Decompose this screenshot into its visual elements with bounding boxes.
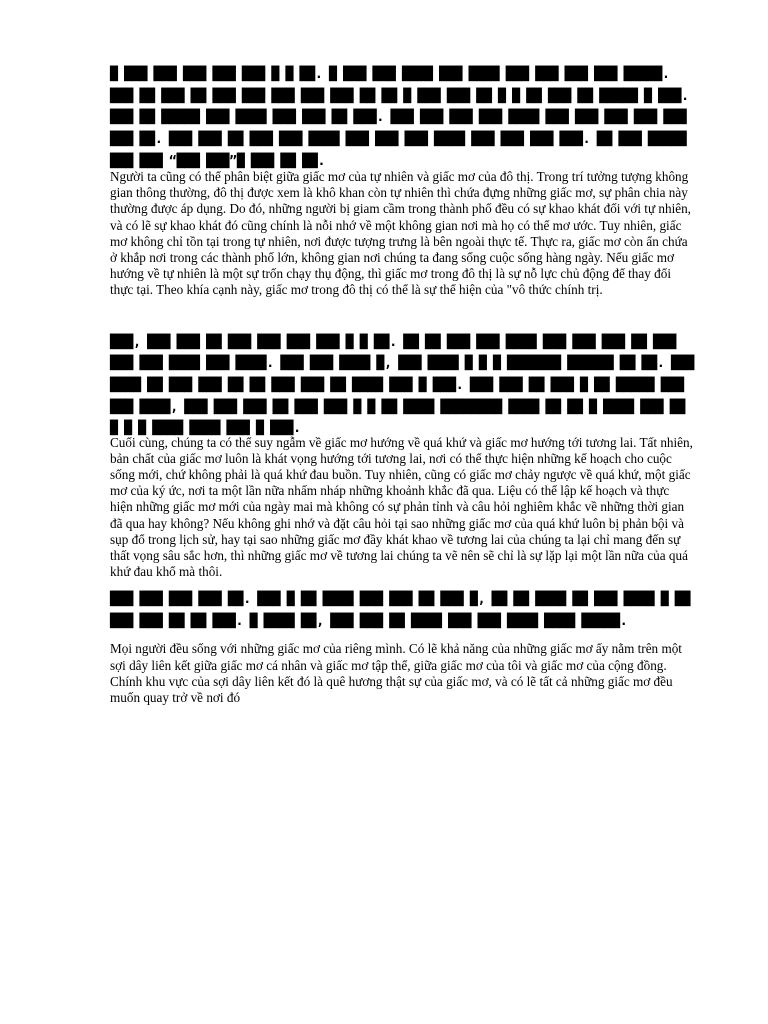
korean-paragraph-1: █ ███ ███ ███ ███ ███ █ █ ██. █ ███ ███ ████ ███ ████ ███ ███ ███ ███ █████. ███ ██ ███ ██ ███ ███ ███ ███ ███ ██ ██ █ ███ ███ ██ █ █ ██ ███ ██ █████ █ ███. ███ ██ █████ ███ ████ ███ ███ ██ ███. ███ ███ ███ ███ ████ ███ ███ ███ ███ ███ ███ ██. ███ ███ ██ ███ ███ ████ ███ ███ ███ ████ ███ ███ ███ ███. ██ ███ █████ ███ ███ “███ ███”█ ███ ██ ██. [110, 67, 689, 169]
vietnamese-paragraph-2: Cuối cùng, chúng ta có thể suy ngẫm về giấc mơ hướng về quá khứ và giấc mơ hướng tới tương lai. Tất nhiên, bản chất của giấc mơ luôn là khát vọng hướng tới tương lai, nơi có thể thực hiện những kế hoạch cho cuộc sống mới, chứ không phải là quá khứ đau buồn. Tuy nhiên, cũng có giấc mơ chảy ngược về quá khứ, một giấc mơ của ký ức, nơi ta một lần nữa nhấm nháp những khoảnh khắc đã qua. Liệu có thể lập kế hoạch và thực hiện những giấc mơ mới của ngày mai mà không có sự phản tỉnh và câu hỏi nghiêm khắc về những thời gian đã qua hay không? Nếu không ghi nhớ và đặt câu hỏi tại sao những giấc mơ của quá khứ luôn bị phản bội và sụp đổ trong lịch sử, hay tại sao những giấc mơ đầy khát khao về tương lai của chúng ta lại chỉ mang đến sự thất vọng sâu sắc hơn, thì những giấc mơ về tương lai chúng ta vẽ nên sẽ chỉ là sự lặp lại một lần nữa của quá khứ đau khổ mà thôi. [110, 434, 693, 580]
korean-paragraph-2: ███, ███ ███ ██ ███ ███ ███ ███ █ █ ██. ██ ██ ███ ███ ████ ███ ███ ███ ██ ███ ███ ███ ████ ███ ████. ███ ███ ████ █, ███ ████ █ █ █ ███████ ██████ ██ ██. ███ ████ ██ ███ ███ ██ ██ ███ ███ ██ ████ ███ █ ███. ███ ███ ██ ███ █ ██ █████ ███ ███ ████, ███ ███ ███ ██ ███ ███ █ █ ██ ████ ████████ ████ ██ ██ █ ████ ███ ██ █ █ █ ████ ████ ███ █ ███. [110, 334, 695, 437]
vietnamese-paragraph-1: Người ta cũng có thể phân biệt giữa giấc mơ của tự nhiên và giấc mơ của đô thị. Trong trí tưởng tượng không gian thông thường, đô thị được xem là khô khan còn tự nhiên thì chứa đựng những giấc mơ, sự phân chia này thường được áp dụng. Do đó, những người bị giam cầm trong thành phố đều có sự khao khát đối với tự nhiên, và có lẽ sự khao khát đó cũng chính là nỗi nhớ về một không gian nơi mà họ có thể mơ ước. Tuy nhiên, giấc mơ không chỉ tồn tại trong tự nhiên, nơi được tượng trưng là bên ngoài thực tế. Thực ra, giấc mơ còn ẩn chứa ở khắp nơi trong các thành phố lớn, không gian nơi chúng ta đang sống cuộc sống hàng ngày. Nếu giấc mơ hướng về tự nhiên là một sự trốn chạy thụ động, thì giấc mơ trong đô thị là sự nỗ lực chủ động để thay đổi thực tại. Theo khía cạnh này, giấc mơ trong đô thị có thể là sự thể hiện của "vô thức chính trị. [110, 169, 691, 298]
document-page [110, 64, 695, 706]
vietnamese-paragraph-3: Mọi người đều sống với những giấc mơ của riêng mình. Có lẽ khả năng của những giấc mơ ấy nằm trên một sợi dây liên kết giữa giấc mơ cá nhân và giấc mơ tập thể, giữa giấc mơ của tôi và giấc mơ của cộng đồng. Chính khu vực của sợi dây liên kết đó là quê hương thật sự của giấc mơ, và có lẽ tất cả những giấc mơ đều muốn quay trở về nơi đó [110, 641, 682, 706]
korean-paragraph-3: ███ ███ ███ ███ ██. ███ █ ██ ████ ███ ███ ██ ███ █, ██ ██ ████ ██ ███ ████ █ ██ ███ ███ ██ ██ ███. █ ████ ██, ███ ███ ██ ████ ███ ███ ████ ████ █████. [110, 592, 691, 630]
